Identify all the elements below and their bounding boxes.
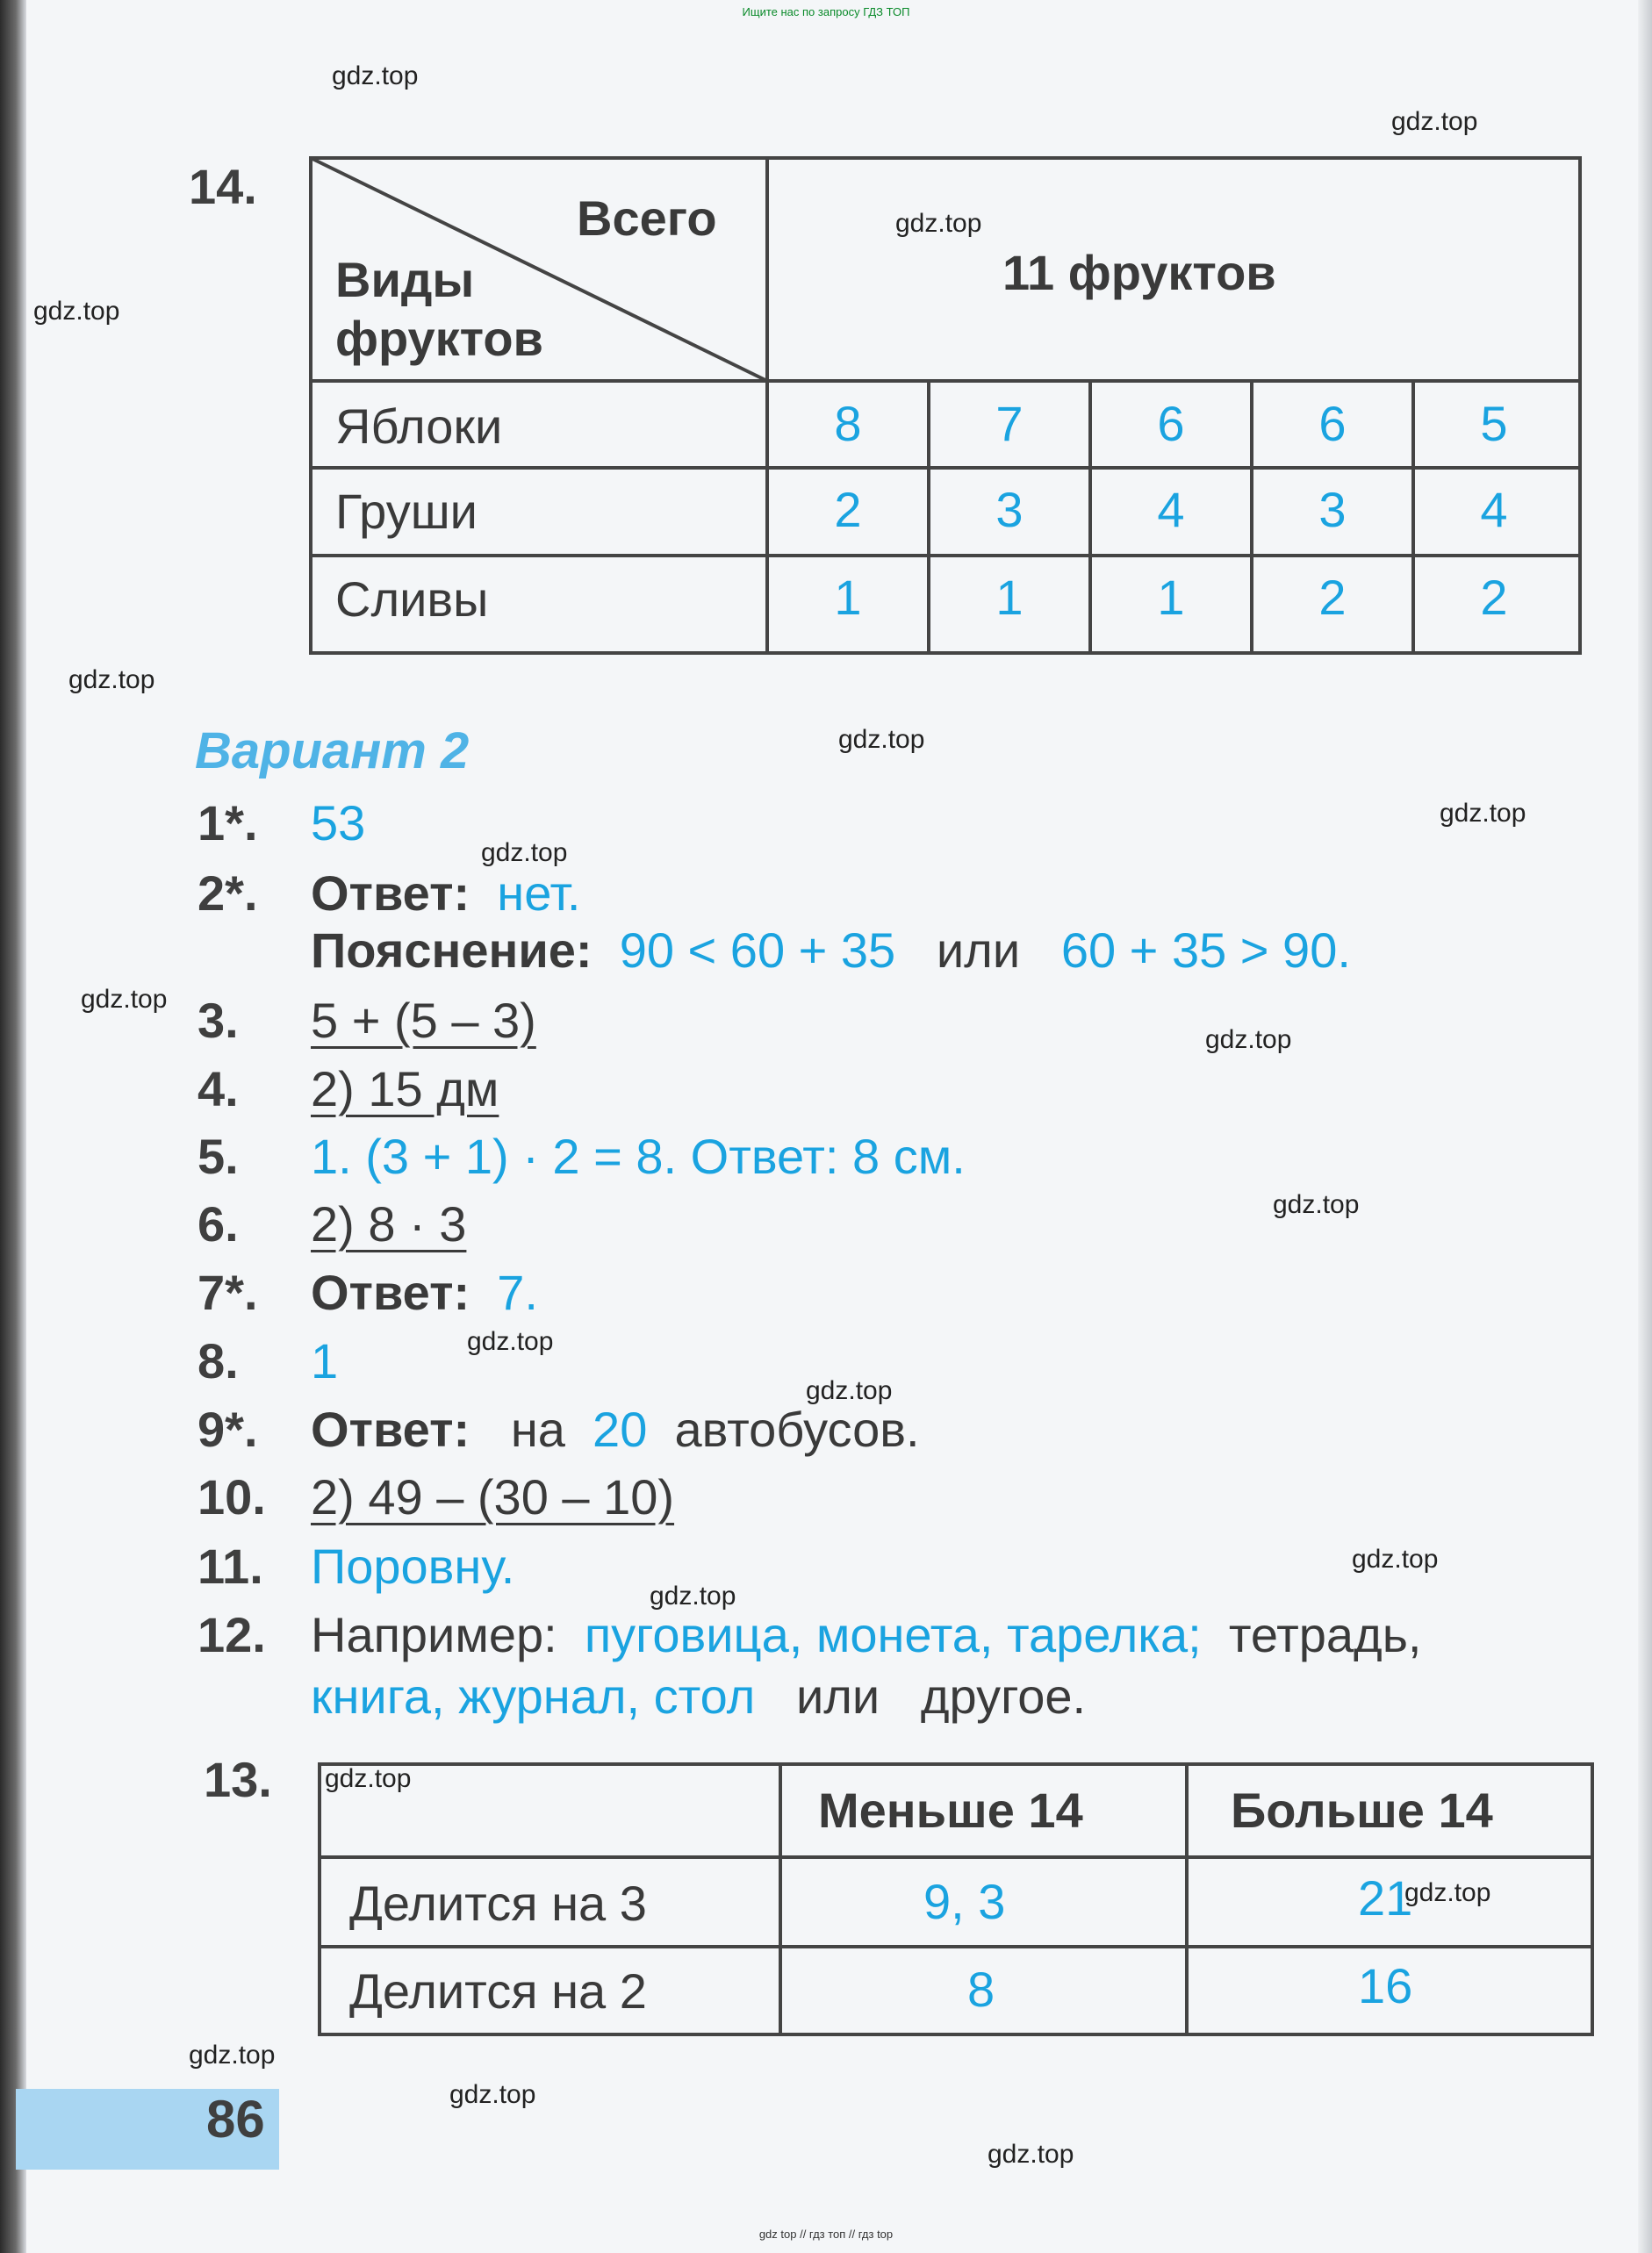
explanation-label: Пояснение: (311, 922, 593, 978)
cell-more: 16 (1358, 1958, 1413, 2013)
answer-number: 8. (198, 1333, 239, 1388)
row-label-plums: Сливы (335, 571, 489, 627)
cell: 5 (1480, 396, 1508, 451)
answer-number: 11. (198, 1539, 263, 1594)
cell: 1 (995, 570, 1024, 625)
watermark: gdz.top (467, 1327, 554, 1356)
answer-value: 1 (311, 1333, 339, 1388)
answer-number: 10. (198, 1469, 266, 1525)
answer-value: 53 (311, 795, 366, 850)
answer-number: 1*. (198, 795, 258, 850)
answer-value: Поровну. (311, 1539, 515, 1594)
header-kinds-line1: Виды (335, 252, 475, 307)
task14-table (309, 156, 1584, 657)
answer-pre: на (510, 1402, 565, 1457)
watermark: gdz.top (189, 2041, 276, 2070)
answer-value: 5 + (5 – 3) (311, 993, 536, 1048)
answer-value: 2) 15 дм (311, 1061, 499, 1116)
task14-number: 14. (189, 159, 257, 214)
bottom-note: gdz top // гдз топ // гдз top (758, 2228, 894, 2241)
top-note: Ищите нас по запросу ГДЗ ТОП (742, 5, 910, 18)
watermark: gdz.top (1352, 1545, 1439, 1574)
page-binding-edge (0, 0, 26, 2253)
answer-or: или (795, 1668, 880, 1724)
answer-number: 9*. (198, 1402, 258, 1457)
row-label-div3: Делится на 3 (349, 1876, 647, 1931)
cell: 7 (995, 396, 1024, 451)
cell: 4 (1480, 482, 1508, 537)
cell: 6 (1318, 396, 1347, 451)
answer-label: Ответ: (311, 865, 470, 921)
col-header-less: Меньше 14 (818, 1783, 1083, 1838)
answer-value: 20 (593, 1402, 648, 1457)
task13-table (318, 1762, 1595, 2039)
watermark: gdz.top (1205, 1025, 1292, 1054)
answer-label: Например: (311, 1607, 557, 1662)
answer-post: автобусов. (674, 1402, 920, 1457)
answer-number: 4. (198, 1061, 239, 1116)
watermark: gdz.top (650, 1582, 736, 1611)
explanation-part2: 60 + 35 > 90. (1060, 922, 1351, 978)
header-total: Всего (577, 190, 717, 246)
row-label-div2: Делится на 2 (349, 1963, 647, 2019)
watermark: gdz.top (33, 297, 120, 326)
answer-label: Ответ: (311, 1265, 470, 1320)
answer-label: Ответ: (311, 1402, 470, 1457)
cell: 4 (1157, 482, 1185, 537)
cell: 1 (1157, 570, 1185, 625)
answer-number: 3. (198, 993, 239, 1048)
watermark: gdz.top (81, 985, 168, 1014)
row-label-apples: Яблоки (335, 398, 503, 454)
answer-value: 2) 8 · 3 (311, 1196, 467, 1252)
answer-number: 7*. (198, 1265, 258, 1320)
watermark: gdz.top (988, 2140, 1074, 2169)
cell-less: 9, 3 (923, 1874, 1006, 1929)
answer-part3: книга, журнал, стол (311, 1668, 756, 1724)
watermark: gdz.top (806, 1376, 893, 1405)
cell: 3 (1318, 482, 1347, 537)
watermark: gdz.top (1440, 799, 1526, 828)
answer-number: 5. (198, 1129, 239, 1184)
answer-number: 12. (198, 1607, 266, 1662)
explanation-or: или (936, 922, 1021, 978)
watermark: gdz.top (325, 1764, 412, 1793)
task13-number: 13. (204, 1752, 272, 1807)
answer-value: 1. (3 + 1) · 2 = 8. Ответ: 8 см. (311, 1129, 966, 1184)
cell: 6 (1157, 396, 1185, 451)
cell: 2 (1480, 570, 1508, 625)
header-kinds-line2: фруктов (335, 311, 543, 366)
cell-less: 8 (967, 1962, 995, 2017)
cell: 2 (834, 482, 862, 537)
answer-value: 2) 49 – (30 – 10) (311, 1469, 675, 1525)
answer-value: 7. (497, 1265, 538, 1320)
watermark: gdz.top (1404, 1878, 1491, 1907)
header-fruits-total: 11 фруктов (1002, 245, 1276, 300)
watermark: gdz.top (449, 2080, 536, 2109)
explanation-part1: 90 < 60 + 35 (619, 922, 896, 978)
answer-number: 2*. (198, 865, 258, 921)
cell: 8 (834, 396, 862, 451)
watermark: gdz.top (68, 665, 155, 694)
watermark: gdz.top (838, 725, 925, 754)
answer-value: нет. (497, 865, 581, 921)
cell-more: 21 (1358, 1870, 1413, 1926)
answer-number: 6. (198, 1196, 239, 1252)
page-right-edge (1638, 0, 1652, 2253)
watermark: gdz.top (895, 209, 982, 238)
watermark: gdz.top (481, 838, 568, 867)
row-label-pears: Груши (335, 484, 478, 539)
watermark: gdz.top (1273, 1190, 1360, 1219)
answer-part4: другое. (920, 1668, 1087, 1724)
col-header-more: Больше 14 (1231, 1783, 1493, 1838)
answer-part2: тетрадь, (1228, 1607, 1422, 1662)
cell: 2 (1318, 570, 1347, 625)
watermark: gdz.top (1391, 107, 1478, 136)
cell: 1 (834, 570, 862, 625)
cell: 3 (995, 482, 1024, 537)
watermark: gdz.top (332, 61, 419, 90)
page-number: 86 (206, 2090, 265, 2149)
variant-title: Вариант 2 (195, 722, 470, 779)
answer-part1: пуговица, монета, тарелка; (584, 1607, 1202, 1662)
